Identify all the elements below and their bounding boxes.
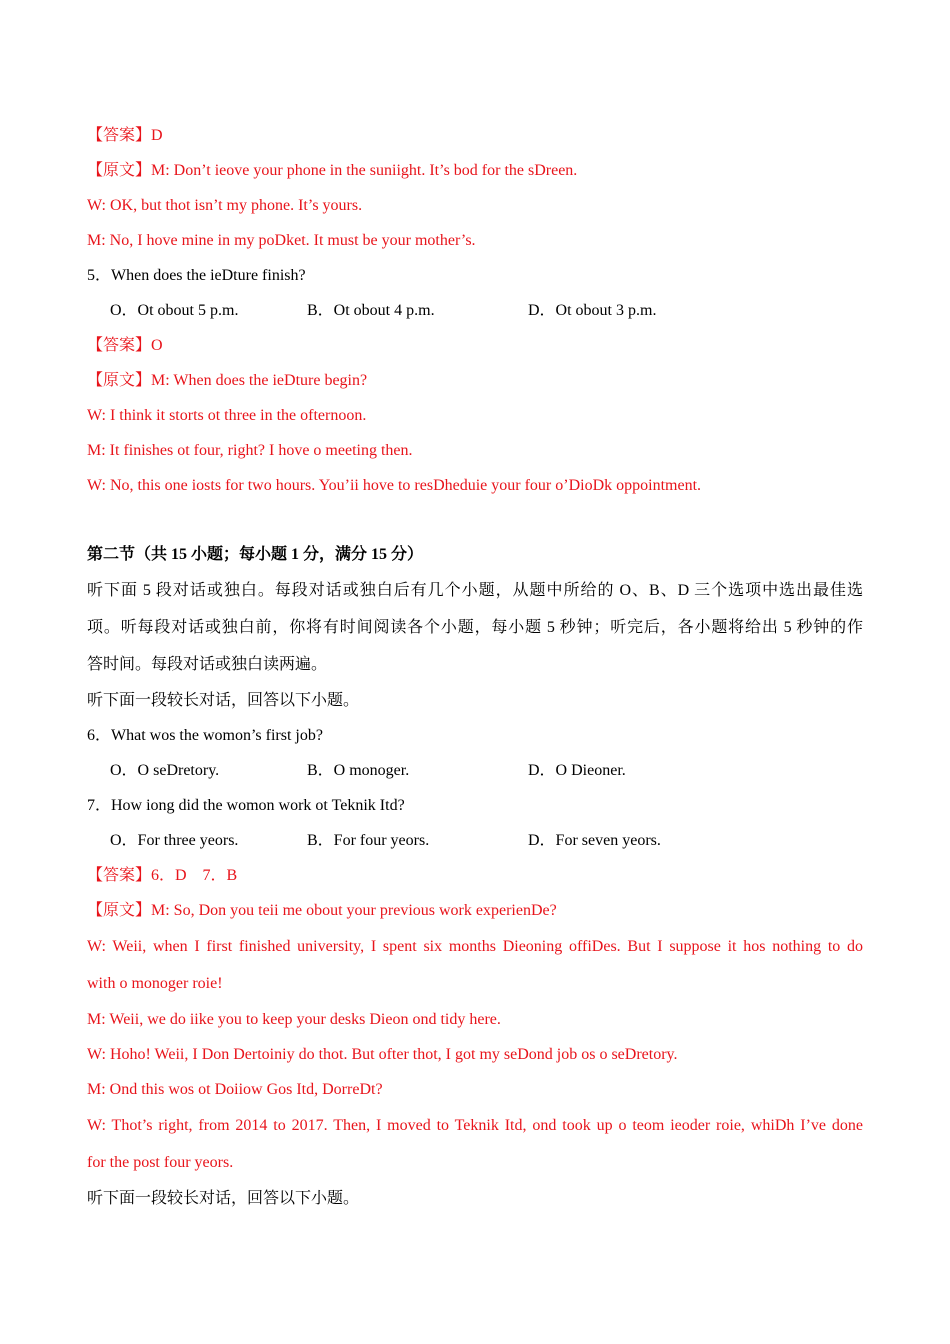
- q6-7-script-line: 【原文】M: So, Don you teii me obout your previous work experienDe?: [87, 902, 557, 919]
- q7-option-d: D．For seven yeors.: [528, 832, 661, 849]
- section2-heading: 第二节（共 15 小题；每小题 1 分，满分 15 分）: [87, 546, 424, 563]
- section2-intro: 听下面一段较长对话，回答以下小题。: [87, 1190, 360, 1207]
- q7-options: [87, 823, 863, 858]
- q5-options: [87, 293, 863, 328]
- q6-options: [87, 753, 863, 788]
- q5-option-a: O．Ot obout 5 p.m.: [110, 302, 239, 319]
- section-gap: [87, 503, 863, 537]
- q6-option-a: O．O seDretory.: [110, 762, 220, 779]
- q6-7-script-line: W: Thot’s right, from 2014 to 2017. Then, I moved to Teknik Itd, ond took up o teom ieoder roie, whiDh I’ve done: [87, 1117, 863, 1134]
- q5-option-b: B．Ot obout 4 p.m.: [307, 302, 435, 319]
- document-page: [87, 118, 863, 1216]
- q6-option-b: B．O monoger.: [307, 762, 410, 779]
- q5-option-d: D．Ot obout 3 p.m.: [528, 302, 657, 319]
- q5-script-line: W: No, this one iosts for two hours. You’ii hove to resDheduie your four o’DioDk oppointment.: [87, 477, 702, 494]
- q5-script-line: M: It finishes ot four, right? I hove o meeting then.: [87, 442, 413, 459]
- q4-script-line: W: OK, but thot isn’t my phone. It’s yours.: [87, 197, 363, 214]
- q6-7-script-line: W: Weii, when I first finished university, I spent six months Dieoning offiDes. But I suppose it hos nothing to do: [87, 938, 863, 955]
- q6-7-script-line: for the post four yeors.: [87, 1154, 234, 1171]
- q7-option-b: B．For four yeors.: [307, 832, 430, 849]
- q4-script-line: M: No, I hove mine in my poDket. It must be your mother’s.: [87, 232, 476, 249]
- q4-script-line: 【原文】M: Don’t ieove your phone in the suniight. It’s bod for the sDreen.: [87, 162, 578, 179]
- q4-answer: 【答案】D: [87, 127, 163, 144]
- section2-intro: 听下面一段较长对话，回答以下小题。: [87, 692, 360, 709]
- q6-option-d: D．O Dieoner.: [528, 762, 626, 779]
- q7-option-a: O．For three yeors.: [110, 832, 239, 849]
- q6-7-script-line: M: Weii, we do iike you to keep your desks Dieon ond tidy here.: [87, 1011, 501, 1028]
- section2-instructions-line: 项。听每段对话或独白前，你将有时间阅读各个小题，每小题 5 秒钟；听完后，各小题将给出 5 秒钟的作: [87, 619, 863, 636]
- section2-instructions-line: 答时间。每段对话或独白读两遍。: [87, 656, 328, 673]
- q5-script-line: W: I think it storts ot three in the ofternoon.: [87, 407, 367, 424]
- q6-7-script-line: W: Hoho! Weii, I Don Dertoiniy do thot. But ofter thot, I got my seDond job os o seDretory.: [87, 1046, 678, 1063]
- q5-answer: 【答案】O: [87, 337, 163, 354]
- q6-7-script-line: M: Ond this wos ot Doiiow Gos Itd, DorreDt?: [87, 1081, 383, 1098]
- q6-7-answer: 【答案】6．D 7．B: [87, 867, 238, 884]
- q7-question: 7．How iong did the womon work ot Teknik Itd?: [87, 797, 405, 814]
- section2-instructions-line: 听下面 5 段对话或独白。每段对话或独白后有几个小题，从题中所给的 O、B、D 三个选项中选出最佳选: [87, 582, 863, 599]
- q6-7-script-line: with o monoger roie!: [87, 975, 223, 992]
- q5-script-line: 【原文】M: When does the ieDture begin?: [87, 372, 368, 389]
- q6-question: 6．What wos the womon’s first job?: [87, 727, 323, 744]
- q5-question: 5．When does the ieDture finish?: [87, 267, 306, 284]
